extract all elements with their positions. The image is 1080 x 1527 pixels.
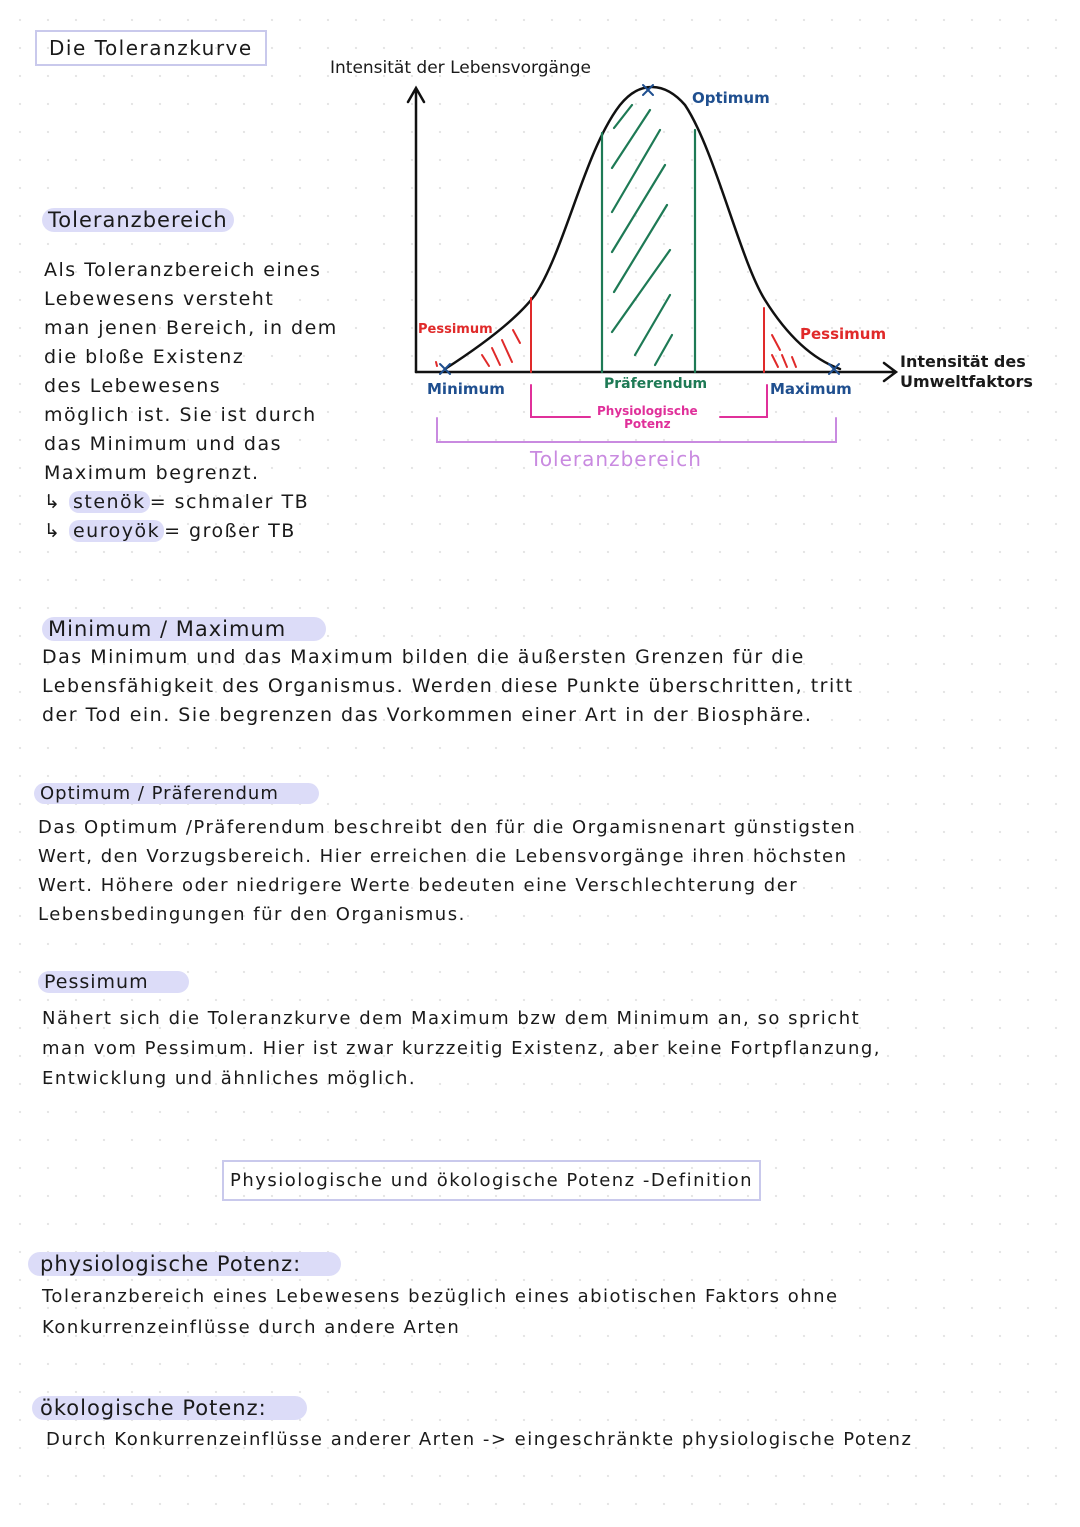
maximum-label: Maximum — [770, 380, 852, 398]
text-line: man vom Pessimum. Hier ist zwar kurzzeitig Existenz, aber keine Fortpflanzung, — [42, 1038, 881, 1059]
minimum-label: Minimum — [427, 380, 505, 398]
text-line: Maximum begrenzt. — [44, 462, 260, 484]
x-axis-label-line2: Umweltfaktors — [900, 372, 1033, 391]
optimum-heading: Optimum / Präferendum — [34, 783, 319, 804]
euryoek-term: euroyök — [69, 520, 164, 542]
text-line: Wert, den Vorzugsbereich. Hier erreichen die Lebensvorgänge ihren höchsten — [38, 846, 848, 867]
text-line: man jenen Bereich, in dem — [44, 317, 338, 339]
minmax-heading: Minimum / Maximum — [42, 617, 326, 641]
text-line: Das Minimum und das Maximum bilden die äußersten Grenzen für die — [42, 646, 805, 668]
text-line: Toleranzbereich eines Lebewesens bezüglich eines abiotischen Faktors ohne — [42, 1286, 839, 1307]
toleranzbereich-label: Toleranzbereich — [530, 447, 702, 471]
physiologische-line2: Potenz — [624, 417, 671, 431]
stenoek-term: stenök — [69, 491, 150, 513]
text-line: Lebensbedingungen für den Organismus. — [38, 904, 466, 925]
text-line: Konkurrenzeinflüsse durch andere Arten — [42, 1317, 461, 1338]
page-title: Die Toleranzkurve — [35, 30, 267, 66]
oeko-text: Durch Konkurrenzeinflüsse anderer Arten -> eingeschränkte physiologische Potenz — [46, 1429, 913, 1450]
arrow-icon: ↳ — [44, 491, 62, 513]
text-line: Nähert sich die Toleranzkurve dem Maximum bzw dem Minimum an, so spricht — [42, 1008, 861, 1029]
text-line: Lebensfähigkeit des Organismus. Werden diese Punkte überschritten, tritt — [42, 675, 854, 697]
optimum-text — [38, 813, 856, 929]
praeferendum-label: Präferendum — [604, 376, 708, 392]
pessimum-heading: Pessimum — [38, 971, 189, 993]
minmax-text — [42, 643, 854, 730]
text-line: die bloße Existenz — [44, 346, 245, 368]
physio-text — [42, 1281, 839, 1343]
text-line: Entwicklung und ähnliches möglich. — [42, 1068, 417, 1089]
text-line: möglich ist. Sie ist durch — [44, 404, 317, 426]
text-line: des Lebewesens — [44, 375, 222, 397]
pessimum-left-label: Pessimum — [418, 322, 493, 337]
physio-heading: physiologische Potenz: — [28, 1252, 341, 1276]
x-axis-label-line1: Intensität des — [900, 352, 1026, 371]
y-axis-label: Intensität der Lebensvorgänge — [330, 58, 591, 78]
pessimum-right-label: Pessimum — [800, 325, 887, 343]
physiologische-potenz-label — [597, 405, 698, 431]
arrow-icon: ↳ — [44, 520, 62, 542]
praeferendum-lines — [602, 105, 695, 372]
text-line: Lebewesens versteht — [44, 288, 275, 310]
euryoek-line — [44, 517, 338, 546]
x-axis-label — [900, 352, 1033, 392]
toleranzbereich-heading: Toleranzbereich — [42, 208, 234, 232]
text-line: Wert. Höhere oder niedrigere Werte bedeuten eine Verschlechterung der — [38, 875, 799, 896]
text-line: Als Toleranzbereich eines — [44, 259, 322, 281]
oeko-heading: ökologische Potenz: — [32, 1396, 307, 1420]
stenoek-def: = schmaler TB — [149, 491, 310, 513]
toleranzbereich-text — [44, 256, 338, 546]
pessimum-text — [42, 1004, 881, 1094]
text-line: Das Optimum /Präferendum beschreibt den für die Orgamisnenart günstigsten — [38, 817, 857, 838]
stenoek-line — [44, 488, 338, 517]
euryoek-def: = großer TB — [164, 520, 296, 542]
potenz-title: Physiologische und ökologische Potenz -Definition — [222, 1160, 761, 1201]
text-line: der Tod ein. Sie begrenzen das Vorkommen einer Art in der Biosphäre. — [42, 704, 813, 726]
tolerance-curve — [445, 87, 840, 369]
optimum-label: Optimum — [692, 89, 770, 107]
physiologische-line1: Physiologische — [597, 404, 698, 418]
text-line: das Minimum und das — [44, 433, 283, 455]
